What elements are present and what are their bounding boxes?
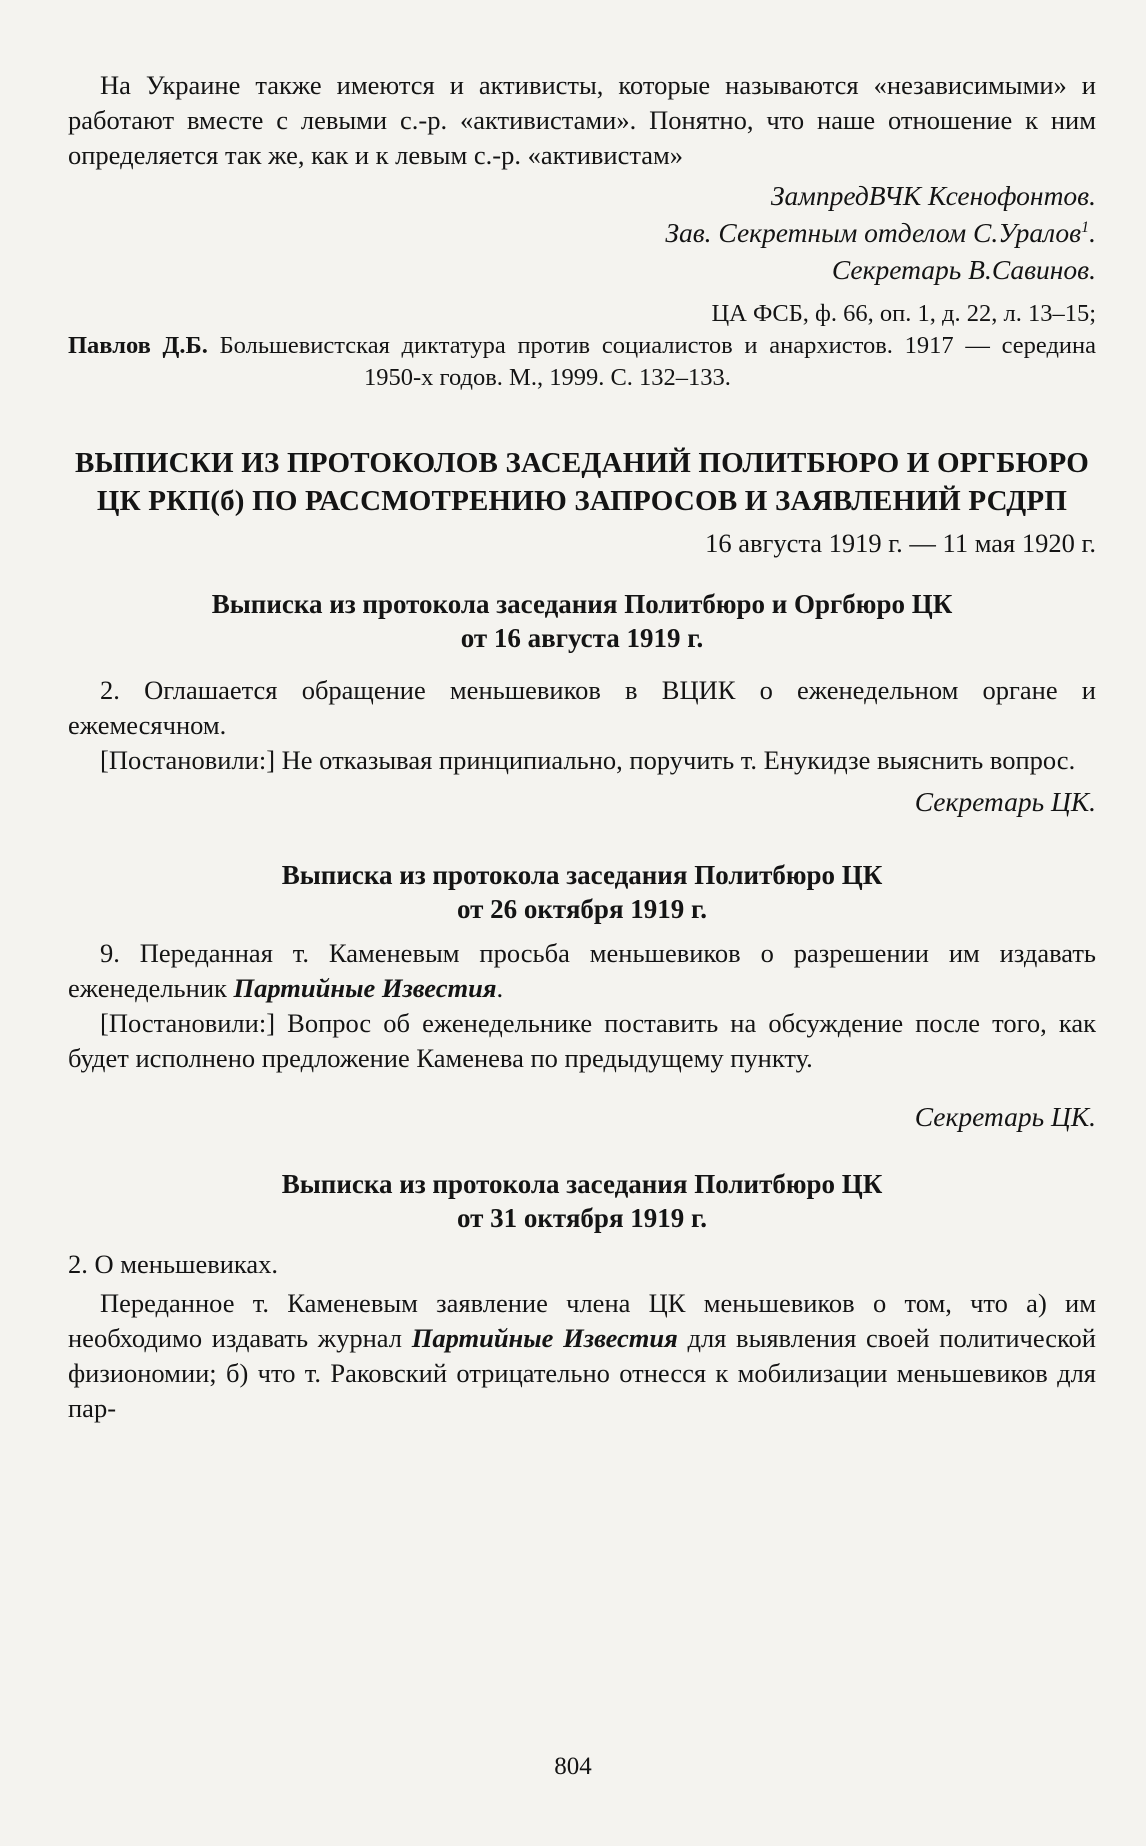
signature-line: ЗампредВЧК Ксенофонтов. bbox=[770, 180, 1096, 211]
extract-title: Выписка из протокола заседания Политбюро ЦК bbox=[281, 1169, 883, 1199]
page-number: 804 bbox=[554, 1753, 592, 1780]
extract-date: от 31 октября 1919 г. bbox=[456, 1203, 708, 1233]
extract-1 bbox=[68, 587, 1096, 820]
extract-signature: Секретарь ЦК. bbox=[914, 1101, 1096, 1132]
extract-title: Выписка из протокола заседания Политбюро ЦК bbox=[281, 860, 883, 890]
extract-title: Выписка из протокола заседания Политбюро и Оргбюро ЦК bbox=[211, 589, 953, 619]
publication-reference bbox=[68, 330, 1096, 394]
extract-date: от 16 августа 1919 г. bbox=[460, 623, 704, 653]
signature-line: Секретарь В.Савинов. bbox=[831, 254, 1096, 285]
document-title: ВЫПИСКИ ИЗ ПРОТОКОЛОВ ЗАСЕДАНИЙ ПОЛИТБЮРО И ОРГБЮРО ЦК РКП(б) ПО РАССМОТРЕНИЮ ЗАПРОСОВ И ЗАЯВЛЕНИЙ РСДРП bbox=[74, 447, 1090, 517]
extract-text-part: Переданное т. Каменевым заявление члена ЦК меньшевиков о том, что а) им необходимо издавать журнал bbox=[68, 1288, 1096, 1353]
extract-2 bbox=[68, 858, 1096, 1135]
source-reference bbox=[68, 298, 1096, 394]
extract-item: 2. Оглашается обращение меньшевиков в ВЦИК о еженедельном органе и ежемесячном. bbox=[68, 675, 1096, 740]
extract-item: 2. О меньшевиках. bbox=[68, 1249, 279, 1279]
extract-3 bbox=[68, 1167, 1096, 1426]
extract-signature: Секретарь ЦК. bbox=[914, 786, 1096, 817]
intro-paragraph: На Украине также имеются и активисты, которые называются «независимыми» и работают вместе с левыми с.-р. «активистами». Понятно, что наше отношение к ним определяется так же, как и к левым с.-р. «активистам» bbox=[68, 70, 1096, 170]
extract-decision: [Постановили:] Вопрос об еженедельнике поставить на обсуждение после того, как будет исполнено предложение Каменева по предыдущему пункту. bbox=[68, 1008, 1096, 1073]
signature-block bbox=[68, 177, 1096, 288]
source-author: Павлов Д.Б. bbox=[68, 332, 208, 359]
extract-decision: [Постановили:] Не отказывая принципиально, поручить т. Енукидзе выяснить вопрос. bbox=[100, 745, 1076, 775]
journal-title: Партийные Известия bbox=[411, 1323, 678, 1353]
newspaper-title: Партийные Известия bbox=[233, 973, 497, 1003]
document-dates: 16 августа 1919 г. — 11 мая 1920 г. bbox=[705, 528, 1096, 558]
extract-item-end: . bbox=[496, 973, 504, 1003]
extract-text bbox=[68, 1286, 1096, 1426]
signature-line-uralov: Зав. Секретным отделом С.Уралов$^1$. bbox=[665, 217, 1096, 248]
document-page bbox=[68, 68, 1096, 1426]
archive-reference: ЦА ФСБ, ф. 66, оп. 1, д. 22, л. 13–15; bbox=[711, 300, 1096, 327]
source-publication: Большевистская диктатура против социалистов и анархистов. 1917 — середина 1950-х годов. М., 1999. С. 132–133. bbox=[219, 332, 1097, 391]
footnote-marker: 1 bbox=[1081, 218, 1090, 236]
extract-item-text: 9. Переданная т. Каменевым просьба меньшевиков о разрешении им издавать еженедельник bbox=[68, 938, 1096, 1003]
signature-text: Зав. Секретным отделом С.Уралов bbox=[665, 217, 1082, 248]
extract-item bbox=[68, 936, 1096, 1006]
extract-text-part: для выявления своей политической физиономии; б) что т. Раковский отрицательно отнесся к мобилизации меньшевиков для пар- bbox=[68, 1323, 1096, 1423]
extract-date: от 26 октября 1919 г. bbox=[456, 894, 708, 924]
